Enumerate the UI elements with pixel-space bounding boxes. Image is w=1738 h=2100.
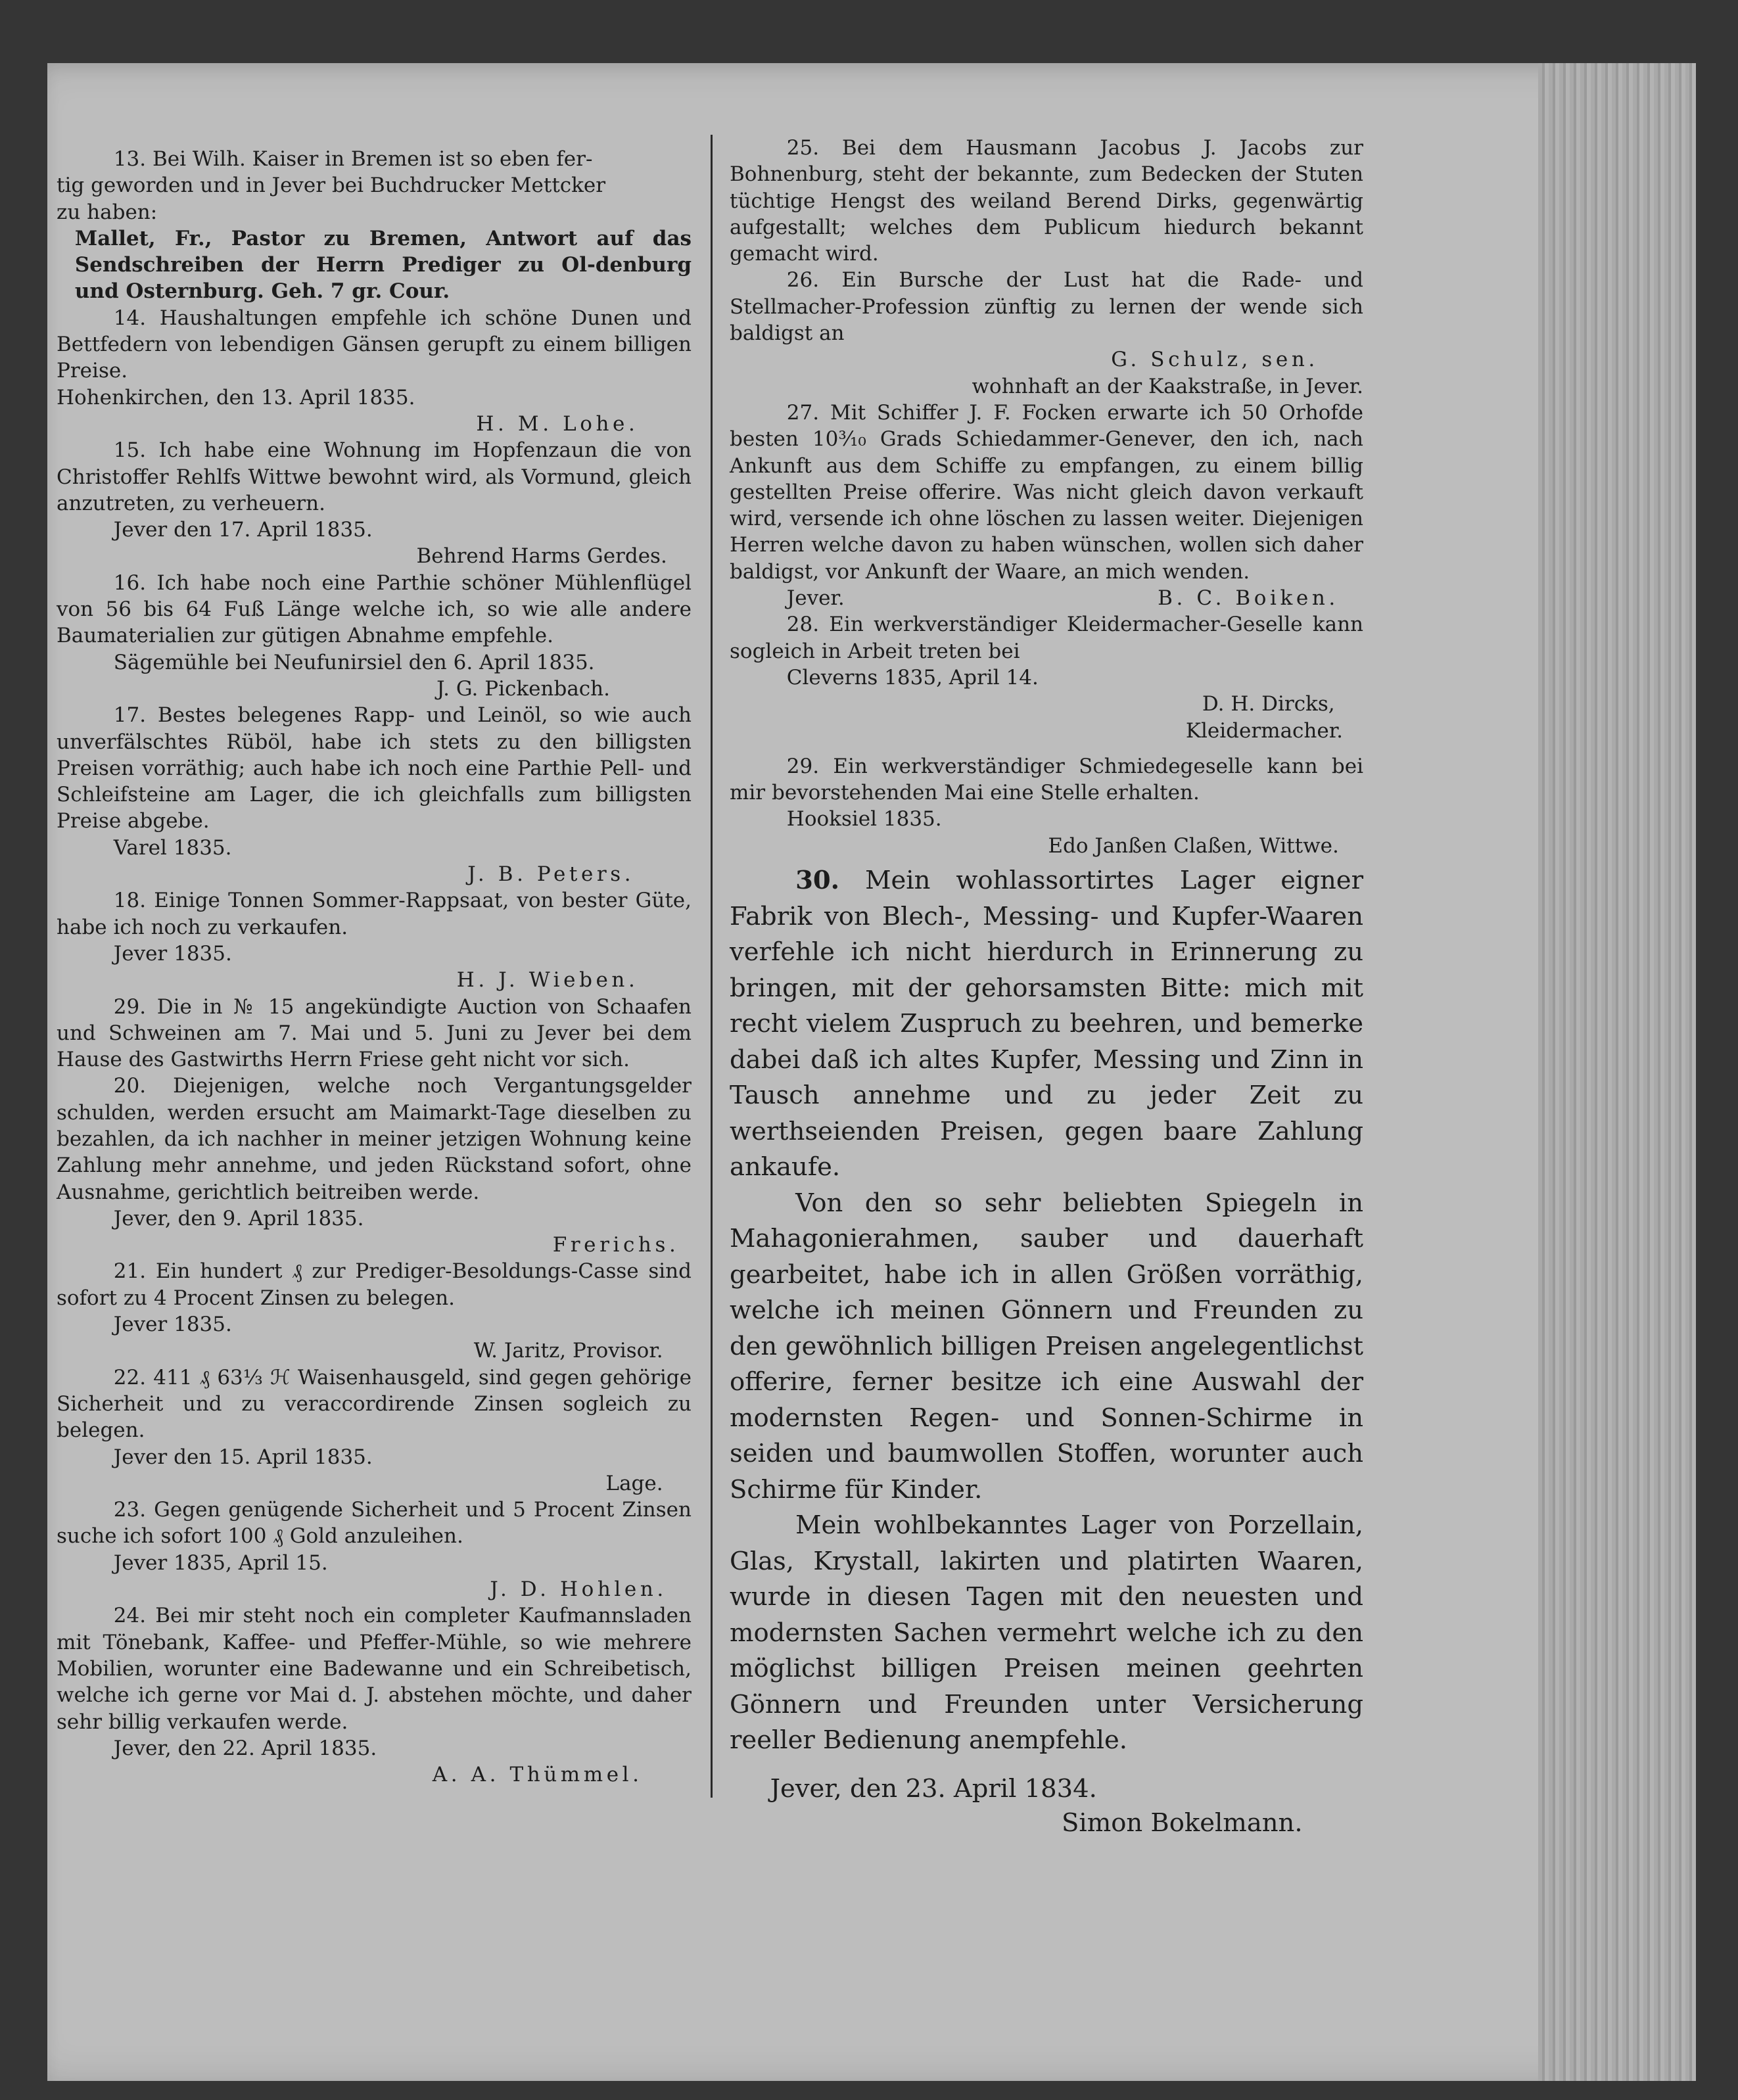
notice-signature: H. M. Lohe. — [476, 411, 639, 436]
notice-place: Jever 1835, April 15. — [113, 1551, 328, 1575]
notice-21 — [57, 1258, 692, 1364]
notice-text: 27. Mit Schiffer J. F. Focken erwarte ich 50 Orhofde besten 10³⁄₁₀ Grads Schiedammer-Genever, den ich, nach Ankunft aus dem Schiffe zu empfangen, zu einem billig gestellten Preise offerire. Was nicht gleich davon verkauft wird, versende ich ohne löschen zu lassen weiter. Diejenigen Herren welche davon zu haben wünschen, wollen sich daher baldigst, vor Ankunft der Waare, an mich wenden. — [730, 400, 1363, 584]
notice-place: Varel 1835. — [113, 835, 232, 860]
notice-text-line: zu haben: — [57, 200, 158, 224]
notice-30-footer — [730, 1772, 1363, 1840]
notice-signature: J. D. Hohlen. — [490, 1577, 667, 1602]
notice-signature: Simon Bokelmann. — [1062, 1808, 1303, 1838]
notice-paragraph: Mein wohlbekanntes Lager von Porzellain, Glas, Krystall, lakirten und platirten Waaren, wurde in diesen Tagen mit den neuesten und modernsten Sachen vermehrt welche ich zu den möglichst billigen Preisen meinen geehrten Gönnern und Freunden unter Versicherung reeller Bedienung anempfehle. — [730, 1510, 1363, 1756]
notice-signature: D. H. Dircks, — [1202, 692, 1335, 716]
notice-text: 15. Ich habe eine Wohnung im Hopfenzaun die von Christoffer Rehlfs Wittwe bewohnt wird, als Vormund, gleich anzutreten, zu verheuern. — [57, 438, 692, 515]
notice-text: 21. Ein hundert ₰ zur Prediger-Besoldungs-Casse sind sofort zu 4 Procent Zinsen zu belegen. — [57, 1259, 692, 1310]
notice-place: Jever, den 22. April 1835. — [113, 1736, 377, 1760]
notice-place: Jever, den 9. April 1835. — [113, 1206, 364, 1230]
notice-place: Jever 1835. — [113, 1313, 232, 1337]
notice-place: Jever, den 23. April 1834. — [770, 1773, 1097, 1804]
notice-signature: Lage. — [605, 1471, 663, 1495]
notice-29-left — [57, 994, 692, 1073]
notice-23 — [57, 1497, 692, 1602]
notice-signature: Frerichs. — [552, 1233, 680, 1257]
notice-text: 28. Ein werkverständiger Kleidermacher-Geselle kann sogleich in Arbeit treten bei — [730, 613, 1363, 663]
notice-17 — [57, 702, 692, 887]
notice-signature: J. G. Pickenbach. — [436, 676, 610, 701]
notice-signature: B. C. Boiken. — [1158, 586, 1339, 611]
notice-signature: Behrend Harms Gerdes. — [416, 544, 667, 569]
notice-26 — [730, 267, 1363, 399]
notice-signature: Edo Janßen Claßen, Wittwe. — [1048, 833, 1339, 858]
notice-paragraph — [730, 863, 1363, 1186]
notice-13 — [57, 146, 692, 305]
notice-24 — [57, 1602, 692, 1788]
notice-text: 18. Einige Tonnen Sommer-Rappsaat, von bester Güte, habe ich noch zu verkaufen. — [57, 889, 692, 939]
notice-text: 24. Bei mir steht noch ein completer Kaufmannsladen mit Tönebank, Kaffee- und Pfeffer-Mühle, so wie mehrere Mobilien, worunter eine Badewanne und ein Schreibetisch, welche ich gerne vor Mai d. J. abstehen möchte, und daher sehr billig verkaufen werde. — [57, 1604, 692, 1734]
notice-text: 25. Bei dem Hausmann Jacobus J. Jacobs zur Bohnenburg, steht der bekannte, zum Bedecken der Stuten tüchtige Hengst des weiland Berend Dirks, gegenwärtig aufgestallt; welches dem Publicum hiedurch bekannt gemacht wird. — [730, 136, 1363, 266]
notice-text: 16. Ich habe noch eine Parthie schöner Mühlenflügel von 56 bis 64 Fuß Länge welche ich, so wie alle andere Baumaterialien zur gütigen Abnahme empfehle. — [57, 571, 692, 648]
notice-signature: W. Jaritz, Provisor. — [473, 1339, 663, 1363]
notice-place: Hohenkirchen, den 13. April 1835. — [57, 385, 415, 409]
notice-text: 23. Gegen genügende Sicherheit und 5 Procent Zinsen suche ich sofort 100 ₰ Gold anzuleihen. — [57, 1498, 692, 1549]
notice-22 — [57, 1365, 692, 1497]
notice-signature: J. B. Peters. — [467, 862, 635, 887]
notice-text: 29. Ein werkverständiger Schmiedegeselle kann bei mir bevorstehenden Mai eine Stelle erhalten. — [730, 754, 1363, 805]
notice-signature: A. A. Thümmel. — [432, 1763, 643, 1787]
left-column — [57, 146, 692, 1788]
notice-18 — [57, 887, 692, 993]
notice-text-line: tig geworden und in Jever bei Buchdrucker Mettcker — [57, 174, 606, 198]
notice-text: 17. Bestes belegenes Rapp- und Leinöl, so wie auch unverfälschtes Rüböl, habe ich stets zu den billigsten Preisen vorräthig; auch habe ich noch eine Parthie Pell- und Schleifsteine am Lager, die ich gleichfalls zum billigsten Preise abgebe. — [57, 703, 692, 833]
page-edge — [1538, 63, 1696, 2081]
notice-text: 14. Haushaltungen empfehle ich schöne Dunen und Bettfedern von lebendigen Gänsen gerupft zu einem billigen Preise. — [57, 306, 692, 383]
notice-28 — [730, 611, 1363, 743]
notice-place: Jever den 17. April 1835. — [113, 518, 373, 542]
notice-signature: G. Schulz, sen. — [1111, 348, 1319, 372]
notice-signature-title: Kleidermacher. — [1185, 718, 1343, 743]
notice-place: Sägemühle bei Neufunirsiel den 6. April 1835. — [113, 650, 595, 674]
notice-29 — [730, 753, 1363, 859]
notice-signature: H. J. Wieben. — [456, 968, 639, 992]
notice-27 — [730, 400, 1363, 611]
notice-30 — [730, 863, 1363, 1759]
notice-text: 26. Ein Bursche der Lust hat die Rade- und Stellmacher-Profession zünftig zu lernen der wende sich baldigst an — [730, 268, 1363, 346]
notice-place: Hooksiel 1835. — [786, 807, 942, 831]
book-title: Mallet, Fr., Pastor zu Bremen, Antwort auf das Sendschreiben der Herrn Prediger zu Ol-denburg und Osternburg. Geh. 7 gr. Cour. — [74, 226, 692, 304]
notice-place: Jever. — [786, 586, 845, 611]
notice-20 — [57, 1073, 692, 1258]
notice-text: 22. 411 ₰ 63⅓ ℋ Waisenhausgeld, sind gegen gehörige Sicherheit und zu veraccordirende Zinsen sogleich zu belegen. — [57, 1365, 692, 1443]
notice-place: Jever den 15. April 1835. — [113, 1445, 373, 1469]
notice-signature-address: wohnhaft an der Kaakstraße, in Jever. — [972, 374, 1363, 398]
column-divider — [711, 135, 713, 1798]
notice-number: 30. — [795, 866, 840, 896]
notice-25 — [730, 135, 1363, 267]
notice-paragraph: Von den so sehr beliebten Spiegeln in Mahagonierahmen, sauber und dauerhaft gearbeitet, habe ich in allen Größen vorräthig, welche ich meinen Gönnern und Freunden zu den gewöhnlich billigen Preisen angelegentlichst offerire, ferner besitze ich eine Auswahl der modernsten Regen- und Sonnen-Schirme in seiden und baumwollen Stoffen, worunter auch Schirme für Kinder. — [730, 1188, 1363, 1505]
notice-paragraph-text: Mein wohlassortirtes Lager eigner Fabrik von Blech-, Messing- und Kupfer-Waaren verfehle ich nicht hierdurch in Erinnerung zu bringen, mit der gehorsamsten Bitte: mich mit recht vielem Zuspruch zu beehren, und bemerke dabei daß ich altes Kupfer, Messing und Zinn in Tausch annehme und zu jeder Zeit zu werthseienden Preisen, gegen baare Zahlung ankaufe. — [730, 866, 1363, 1182]
notice-place: Cleverns 1835, April 14. — [786, 665, 1039, 689]
notice-text: 20. Diejenigen, welche noch Vergantungsgelder schulden, werden ersucht am Maimarkt-Tage dieselben zu bezahlen, da ich nachher in meiner jetzigen Wohnung keine Zahlung mehr annehme, und jeden Rückstand sofort, ohne Ausnahme, gerichtlich beitreiben werde. — [57, 1074, 692, 1204]
notice-place: Jever 1835. — [113, 941, 232, 966]
notice-14 — [57, 305, 692, 437]
notice-text-line: 13. Bei Wilh. Kaiser in Bremen ist so eben fer- — [113, 147, 593, 171]
notice-16 — [57, 570, 692, 702]
notice-text: 29. Die in № 15 angekündigte Auction von Schaafen und Schweinen am 7. Mai und 5. Juni zu Jever bei dem Hause des Gastwirths Herrn Friese geht nicht vor sich. — [57, 994, 692, 1072]
right-column — [730, 135, 1363, 1840]
notice-15 — [57, 437, 692, 569]
